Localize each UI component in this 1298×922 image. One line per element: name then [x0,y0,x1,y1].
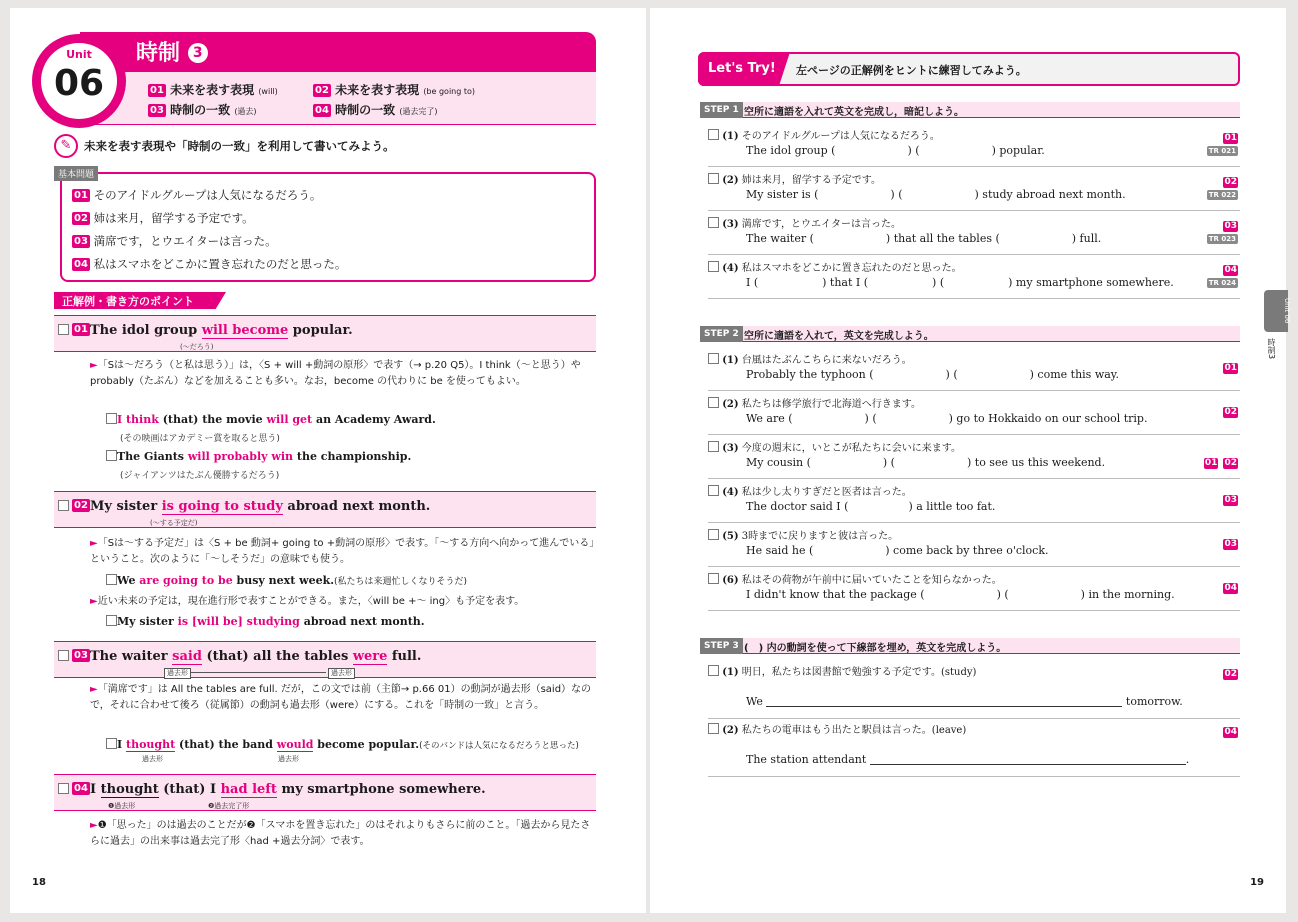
answer-04-bar: 04 I thought (that) I had left my smartphone somewhere. ❶過去形 ❷過去完了形 [54,774,596,811]
kihon-list [72,184,346,276]
point-01: ►「Sは〜だろう（と私は思う）」は，〈S + will +動詞の原形〉で表す（→ p.20 Q5）。I think（〜と思う）や probably（たぶん）などを加えることも多い。なお，become の代わりに be を使ってもよい。 [90,360,581,387]
kihon-item-01: 01 そのアイドルグループは人気になるだろう。 [74,188,322,202]
answer-03-sentence: The waiter said (that) all the tables were full. [90,649,422,664]
step3-answer-line-2[interactable] [870,753,1186,765]
step1-item-4: (4) 私はスマホをどこかに置き忘れたのだと思った。 I ( ) that I ( ) ( ) my smartphone somewhere. 04 TR 024 [708,259,1240,299]
answer-01-sentence: The idol group will become popular. [90,323,353,338]
step3-answer-line-1[interactable] [766,695,1122,707]
step2-item-6: (6) 私はその荷物が午前中に届いていたことを知らなかった。 I didn't know that the package ( ) ( ) in the morning. 04 [708,571,1240,611]
answer-02-bar: 02 My sister is going to study abroad next month. (〜する予定だ) [54,491,596,528]
step3-item-1: (1) 明日，私たちは図書館で勉強する予定です。(study) We tomorrow. 02 [708,663,1240,719]
step1-item-3: (3) 満席です，とウエイターは言った。 The waiter ( ) that all the tables ( ) full. 03 TR 023 [708,215,1240,255]
kihon-label: 基本問題 [54,166,98,181]
checkbox-03[interactable] [58,650,69,661]
topic-01: 01 未来を表す表現 (will) [150,83,278,97]
left-page: Unit 06 時制 3 01 未来を表す表現 (will) 02 未来を表す表現 (be going to) 03 時制の一致 (過去) 04 時制の一致 (過去完了) ✎ 未来を表す表現や「時制の一致」を利用して書いてみよう。 基本問題 01 そのアイドルグループは人気になるだろう。 02 姉は来月，留学する予定です。 03 満席です，とウエイターは言った。 04 私はスマホをどこかに置き忘れたのだと思った。 正解例・書き方のポイント 01 The idol group will become popular. (〜だろう) ►「Sは〜だろう（と私は思う）」は，〈S + will +動詞の原形〉で表す（→ p.20 Q5）。I think（〜と思う）や probably（たぶん）などを加えることも多い。なお，become の代わりに be を使ってもよい。 I think (that) the movie will get an Academy Award. (その映画はアカデミー賞を取ると思う) The Giants will probably win the championship. (ジャイアンツはたぶん優勝するだろう) 02 My sister is going to study abroad next month. (〜する予定だ) ►「Sは〜する予定だ」は〈S + be 動詞+ going to +動詞の原形〉で表す。「〜する方向へ向かって進んでいる」ということ。次のように「〜しそうだ」の意味でも使う。 We are going to be busy next week.(私たちは来週忙しくなりそうだ) ►近い未来の予定は，現在進行形で表すことができる。また，〈will be +〜 ing〉も予定を表す。 My sister is [will be] studying abroad next month. 03 The waiter said (that) all the tables were full. 過去形 過去形 ►「満席です」は All the tables are full. だが，この文では前（主節→ p.66 01）の動詞が過去形（said）なので，それに合わせて後ろ（従属節）の動詞も過去形（were）にする。これを「時制の一致」と言う。 I thought (that) the band would become popular.(そのバンドは人気になるだろうと思った) 過去形 過去形 04 I thought (that) I had left my smartphone somewhere. ❶過去形 ❷過去完了形 ►❶「思った」のは過去のことだが❷「スマホを置き忘れた」のはそれよりもさらに前のこと。「過去から見たさらに過去」の出来事は過去完了形〈had +過去分詞〉で表す。 18 [10,8,646,913]
point-02a: ►「Sは〜する予定だ」は〈S + be 動詞+ going to +動詞の原形〉で表す。「〜する方向へ向かって進んでいる」ということ。次のように「〜しそうだ」の意味でも使う。 [90,538,595,565]
step2-item-3: (3) 今度の週末に，いとこが私たちに会いに来ます。 My cousin ( ) ( ) to see us this weekend. 01 02 [708,439,1240,479]
intro-text: 未来を表す表現や「時制の一致」を利用して書いてみよう。 [84,139,395,153]
step1-item-2: (2) 姉は来月，留学する予定です。 My sister is ( ) ( ) study abroad next month. 02 TR 022 [708,171,1240,211]
example-02a: We are going to be busy next week.(私たちは来週忙しくなりそうだ) [106,574,467,587]
answer-02-sentence: My sister is going to study abroad next month. [90,499,431,514]
answer-03-bar: 03 The waiter said (that) all the tables were full. 過去形 過去形 [54,641,596,678]
right-page: Let's Try! 左ページの正解例をヒントに練習してみよう。 Unit 06 時制3 STEP 1 空所に適語を入れて英文を完成し，暗記しよう。 (1) そのアイドルグループは人気になるだろう。 The idol group ( ) ( ) popular. 01 TR 021 (2) 姉は来月，留学する予定です。 My sister is ( ) ( ) study abroad next month. 02 TR 022 (3) 満席です，とウエイターは言った。 The waiter ( ) that all the tables ( ) full. 03 TR 023 (4) 私はスマホをどこかに置き忘れたのだと思った。 I ( ) that I ( ) ( ) my smartphone somewhere. 04 TR 024 STEP 2 空所に適語を入れて，英文を完成しよう。 (1) 台風はたぶんこちらに来ないだろう。 Probably the typhoon ( ) ( ) come this way. 01 (2) 私たちは修学旅行で北海道へ行きます。 We are ( ) ( ) go to Hokkaido on our school trip. 02 (3) 今度の週末に，いとこが私たちに会いに来ます。 My cousin ( ) ( ) to see us this weekend. 01 02 (4) 私は少し太りすぎだと医者は言った。 The doctor said I ( ) a little too fat. 03 (5) 3時までに戻りますと彼は言った。 He said he ( ) come back by three o'clock. 03 (6) 私はその荷物が午前中に届いていたことを知らなかった。 I didn't know that the package ( ) ( ) in the morning. 04 STEP 3 ( ) 内の動詞を使って下線部を埋め，英文を完成しよう。 (1) 明日，私たちは図書館で勉強する予定です。(study) We tomorrow. 02 (2) 私たちの電車はもう出たと駅員は言った。(leave) The station attendant . 04 19 [650,8,1286,913]
checkbox-04[interactable] [58,783,69,794]
example-03a: I thought (that) the band would become popular.(そのバンドは人気になるだろうと思った) [106,738,579,751]
lets-try-text: 左ページの正解例をヒントに練習してみよう。 [796,64,1027,77]
point-02b: ►近い未来の予定は，現在進行形で表すことができる。また，〈will be +〜 ing〉も予定を表す。 [90,596,525,607]
kihon-item-04: 04 私はスマホをどこかに置き忘れたのだと思った。 [74,257,347,271]
kihon-item-03: 03 満席です，とウエイターは言った。 [74,234,277,248]
tense-arrow [190,672,326,673]
unit-badge [32,34,126,128]
unit-title: 時制 3 [136,36,208,67]
topic-04: 04 時制の一致 (過去完了) [315,103,438,117]
step3-item-2: (2) 私たちの電車はもう出たと駅員は言った。(leave) The station attendant . 04 [708,721,1240,777]
topic-02: 02 未来を表す表現 (be going to) [315,83,476,97]
step2-item-4: (4) 私は少し太りすぎだと医者は言った。 The doctor said I ( ) a little too fat. 03 [708,483,1240,523]
step2-item-2: (2) 私たちは修学旅行で北海道へ行きます。 We are ( ) ( ) go to Hokkaido on our school trip. 02 [708,395,1240,435]
step2-bar: STEP 2 空所に適語を入れて，英文を完成しよう。 [700,326,1240,342]
point-04: ►❶「思った」のは過去のことだが❷「スマホを置き忘れた」のはそれよりもさらに前のこと。「過去から見たさらに過去」の出来事は過去完了形〈had +過去分詞〉で表す。 [90,820,591,847]
checkbox-02[interactable] [58,500,69,511]
step1-item-1: (1) そのアイドルグループは人気になるだろう。 The idol group ( ) ( ) popular. 01 TR 021 [708,127,1240,167]
page-number-left: 18 [32,877,46,888]
answer-01-bar: 01 The idol group will become popular. (〜だろう) [54,315,596,352]
example-01a: I think (that) the movie will get an Academy Award. [106,413,436,426]
unit-title-number: 3 [188,43,208,63]
page-number-right: 19 [1250,877,1264,888]
step2-item-5: (5) 3時までに戻りますと彼は言った。 He said he ( ) come back by three o'clock. 03 [708,527,1240,567]
step1-bar: STEP 1 空所に適語を入れて英文を完成し，暗記しよう。 [700,102,1240,118]
step2-item-1: (1) 台風はたぶんこちらに来ないだろう。 Probably the typhoon ( ) ( ) come this way. 01 [708,351,1240,391]
kihon-item-02: 02 姉は来月，留学する予定です。 [74,211,254,225]
point-03: ►「満席です」は All the tables are full. だが，この文では前（主節→ p.66 01）の動詞が過去形（said）なので，それに合わせて後ろ（従属節）の動詞も過去形（were）にする。これを「時制の一致」と言う。 [90,684,592,711]
unit-label: Unit [66,48,92,61]
topic-03: 03 時制の一致 (過去) [150,103,257,117]
pen-icon: ✎ [54,134,78,158]
step3-bar: STEP 3 ( ) 内の動詞を使って下線部を埋め，英文を完成しよう。 [700,638,1240,654]
answer-04-sentence: I thought (that) I had left my smartphone somewhere. [90,782,486,797]
checkbox-01[interactable] [58,324,69,335]
example-02b: My sister is [will be] studying abroad next month. [106,615,425,628]
example-01b: The Giants will probably win the championship. [106,450,411,463]
unit-number: 06 [53,63,105,104]
